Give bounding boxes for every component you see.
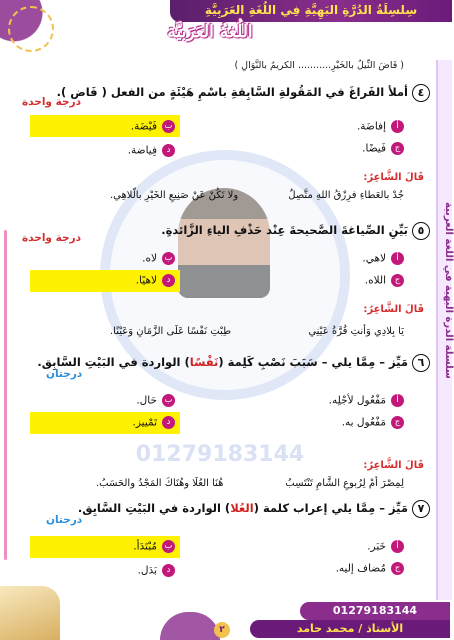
option-a[interactable]: [357, 120, 404, 133]
option-letter: ب: [162, 540, 175, 553]
verse-first-half: يَا بِلادِي وَأنتِ قُرَّةُ عَيْنِي: [308, 326, 404, 337]
option-c[interactable]: [362, 142, 404, 155]
side-strip-text: سلسلة الدرة البهية في اللغة العربية: [443, 201, 454, 379]
option-letter: أ: [391, 394, 404, 407]
option-text: لاه.: [142, 252, 157, 265]
question-5: [161, 222, 430, 240]
verse-first-half: لِمِصْرَ أمْ لِرُبوعِ الشَّامِ تَنْتَسِبُ: [285, 478, 404, 489]
option-text: مَفْعُول لأجْلِه.: [328, 394, 386, 407]
question-text-before: مَيِّز – مِمَّا يلي – سَبَبَ نَصْبِ كَلِمة (: [218, 355, 408, 369]
option-text: إفاضَة.: [356, 120, 386, 133]
option-b[interactable]: [40, 120, 175, 133]
option-a[interactable]: [329, 394, 404, 407]
option-text: مُضاف إليه.: [335, 562, 386, 575]
question-text-before: مَيِّز – مِمَّا يلي إعراب كلمة (: [253, 501, 408, 515]
poet-label: قَالَ الشَّاعِرُ:: [363, 172, 424, 183]
teacher-portrait-watermark: [178, 188, 270, 298]
question-number: ٦: [412, 354, 430, 372]
option-letter: د: [162, 274, 175, 287]
option-text: فِياضة.: [127, 144, 157, 157]
option-letter: د: [162, 144, 175, 157]
option-letter: ب: [162, 252, 175, 265]
question-4: [57, 84, 430, 102]
option-c[interactable]: [342, 416, 404, 429]
page-number: ٢: [214, 622, 230, 638]
option-b[interactable]: [40, 394, 175, 407]
option-text: لاهيًا.: [135, 274, 157, 287]
question-text: بَيِّنِ الصِّياغةَ الصَّحيحةَ عِنْد حَذْفِ الياءِ الزَّائدةِ.: [161, 223, 408, 237]
option-d[interactable]: [40, 416, 175, 429]
option-text: مُبْتَدَأ.: [133, 540, 157, 553]
hint-line: ( فَاضَ النِّيلُ بالخَيْرِ........... الكريمُ بالنَّوَالِ ): [234, 60, 404, 71]
option-letter: أ: [391, 120, 404, 133]
option-letter: ج: [391, 416, 404, 429]
question-7: [78, 500, 430, 518]
option-d[interactable]: [40, 144, 175, 157]
verse-second-half: طِبْتِ نَفْسًا عَلَى الزَّمَانِ وَعَيْنًا.: [110, 326, 232, 337]
option-b[interactable]: [40, 252, 175, 265]
left-accent-line: [4, 230, 7, 560]
option-a[interactable]: [367, 540, 404, 553]
option-b[interactable]: [40, 540, 175, 553]
option-text: حَال.: [136, 394, 157, 407]
question-number: ٥: [412, 222, 430, 240]
question-6: [37, 354, 430, 372]
option-c[interactable]: [336, 562, 404, 575]
grade-label: درجتان: [46, 368, 83, 380]
question-text: أملأ الفَراغَ في المَقُولةِ السَّابِقةِ باسْمِ هَيْئَةٍ من الفعل ( فَاض ).: [56, 85, 408, 99]
book-title: اللُغةُ العَرَبيَّة: [167, 22, 253, 42]
option-c[interactable]: [365, 274, 404, 287]
footer-teacher-name: الأستاذ / محمد حامد: [250, 620, 450, 638]
option-text: تَمْييز.: [132, 416, 157, 429]
poet-label: قَالَ الشَّاعِرُ:: [363, 460, 424, 471]
watermark-phone: 01279183144: [135, 442, 305, 467]
option-text: اللاه.: [364, 274, 386, 287]
option-text: بَدَل.: [137, 564, 157, 577]
option-text: خَبَر.: [367, 540, 386, 553]
question-text-after: ) الواردة في البَيْتِ السَّابِق.: [37, 355, 190, 369]
grade-label: درجة واحدة: [22, 96, 81, 108]
question-number: ٧: [412, 500, 430, 518]
option-d[interactable]: [40, 564, 175, 577]
option-letter: أ: [391, 540, 404, 553]
option-a[interactable]: [362, 252, 404, 265]
poet-label: قَالَ الشَّاعِرُ:: [363, 304, 424, 315]
question-key-word: نَفْسًا: [189, 355, 219, 369]
footer-ornament: [160, 612, 220, 640]
option-d[interactable]: [40, 274, 175, 287]
corner-ring: [8, 6, 54, 52]
books-decoration: [0, 586, 60, 640]
option-letter: د: [162, 416, 175, 429]
question-key-word: العُلا: [230, 501, 254, 515]
option-letter: ب: [162, 120, 175, 133]
option-text: مَفْعُول به.: [341, 416, 386, 429]
footer-phone: 01279183144: [300, 602, 450, 620]
verse-second-half: ولا تَكُنْ عَنْ صَنِيعِ الخَيْرِ بالّلاهِي.: [110, 190, 239, 201]
option-text: لاهي.: [362, 252, 386, 265]
option-letter: أ: [391, 252, 404, 265]
option-text: فَيضًا.: [362, 142, 386, 155]
option-letter: ج: [391, 274, 404, 287]
grade-label: درجتان: [46, 514, 83, 526]
verse-second-half: هُنَا العُلَا وهُنَاكَ المَجْدُ والحَسَبُ.: [96, 478, 224, 489]
option-text: فَيْضَة.: [130, 120, 157, 133]
verse-first-half: جُدْ بالعَطاءِ فرِزْقُ اللهِ متَّصِلٌ: [288, 190, 404, 201]
option-letter: ج: [391, 562, 404, 575]
option-letter: ب: [162, 394, 175, 407]
option-letter: ج: [391, 142, 404, 155]
series-title: سِلسِلَةُ الدُرَّةِ البَهِيَّةِ فِي اللُغَةِ العَرَبِيَّةِ: [204, 3, 418, 17]
question-text-after: ) الواردة في البَيْتِ السَّابِق.: [77, 501, 231, 515]
question-number: ٤: [412, 84, 430, 102]
option-letter: د: [162, 564, 175, 577]
grade-label: درجة واحدة: [22, 232, 81, 244]
